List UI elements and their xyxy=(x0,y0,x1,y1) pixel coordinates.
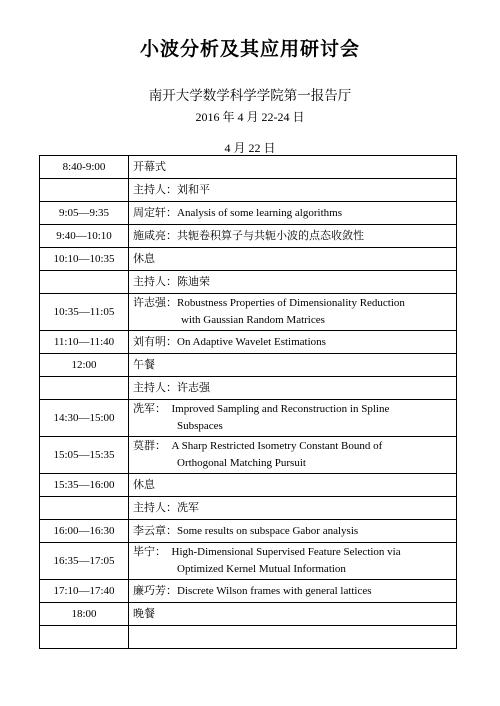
event-cell xyxy=(129,603,457,626)
table-row xyxy=(40,437,457,474)
time-cell xyxy=(40,271,129,294)
time-cell: 17:10—17:40 xyxy=(40,580,129,603)
event-cell xyxy=(129,377,457,400)
schedule-table xyxy=(39,155,457,649)
time-cell: 12:00 xyxy=(40,354,129,377)
table-row xyxy=(40,520,457,543)
time-cell xyxy=(40,626,129,649)
event-text-continued: Optimized Kernel Mutual Information xyxy=(177,563,346,575)
table-row xyxy=(40,248,457,271)
event-cell xyxy=(129,474,457,497)
table-row xyxy=(40,626,457,649)
event-text: 毕宁： High-Dimensional Supervised Feature Selection via xyxy=(133,546,401,558)
table-row xyxy=(40,543,457,580)
event-cell xyxy=(129,202,457,225)
event-text-continued: Orthogonal Matching Pursuit xyxy=(177,457,306,469)
time-cell: 9:05—9:35 xyxy=(40,202,129,225)
table-row xyxy=(40,580,457,603)
event-text: 周定轩：Analysis of some learning algorithms xyxy=(133,206,342,219)
time-cell: 16:00—16:30 xyxy=(40,520,129,543)
day-heading: 4 月 22 日 xyxy=(224,141,276,155)
event-cell xyxy=(129,543,457,580)
table-row xyxy=(40,354,457,377)
table-row xyxy=(40,377,457,400)
event-cell xyxy=(129,497,457,520)
table-row xyxy=(40,331,457,354)
table-row xyxy=(40,202,457,225)
time-cell xyxy=(40,497,129,520)
time-cell: 15:35—16:00 xyxy=(40,474,129,497)
event-text: 午餐 xyxy=(133,358,155,371)
time-cell: 8:40-9:00 xyxy=(40,156,129,179)
time-cell: 18:00 xyxy=(40,603,129,626)
event-text: 廉巧芳：Discrete Wilson frames with general lattices xyxy=(133,584,372,597)
event-cell xyxy=(129,400,457,437)
time-cell xyxy=(40,179,129,202)
conference-dates: 2016 年 4 月 22-24 日 xyxy=(195,110,305,124)
event-text: 李云章：Some results on subspace Gabor analysis xyxy=(133,524,359,537)
event-cell xyxy=(129,626,457,649)
table-row xyxy=(40,225,457,248)
event-text: 主持人：许志强 xyxy=(133,381,210,394)
event-cell xyxy=(129,520,457,543)
time-cell: 11:10—11:40 xyxy=(40,331,129,354)
event-cell xyxy=(129,331,457,354)
table-row xyxy=(40,294,457,331)
event-text: 莫群： A Sharp Restricted Isometry Constant Bound of xyxy=(133,440,383,452)
time-cell xyxy=(40,377,129,400)
table-row xyxy=(40,271,457,294)
event-text: 休息 xyxy=(133,252,155,265)
event-text: 主持人：刘和平 xyxy=(133,183,210,196)
event-cell xyxy=(129,294,457,331)
event-text: 刘有明：On Adaptive Wavelet Estimations xyxy=(133,335,326,348)
table-row xyxy=(40,156,457,179)
event-text: 施咸亮：共轭卷积算子与共轭小波的点态收敛性 xyxy=(133,229,364,242)
time-cell: 9:40—10:10 xyxy=(40,225,129,248)
time-cell: 10:10—10:35 xyxy=(40,248,129,271)
time-cell: 10:35—11:05 xyxy=(40,294,129,331)
table-row xyxy=(40,497,457,520)
event-text-continued: Subspaces xyxy=(177,420,223,432)
event-text-continued: with Gaussian Random Matrices xyxy=(181,314,325,326)
event-text: 主持人：陈迪荣 xyxy=(133,275,210,288)
event-cell xyxy=(129,271,457,294)
event-text: 冼军： Improved Sampling and Reconstruction in Spline xyxy=(133,403,390,415)
event-cell xyxy=(129,354,457,377)
event-text: 开幕式 xyxy=(133,160,166,173)
table-row xyxy=(40,179,457,202)
event-text: 休息 xyxy=(133,478,155,491)
document-title: 小波分析及其应用研讨会 xyxy=(139,38,360,60)
venue: 南开大学数学科学学院第一报告厅 xyxy=(148,88,352,104)
event-text: 许志强：Robustness Properties of Dimensionality Reduction xyxy=(133,297,405,309)
event-text: 主持人：冼军 xyxy=(133,501,199,514)
table-row xyxy=(40,400,457,437)
time-cell: 14:30—15:00 xyxy=(40,400,129,437)
table-row xyxy=(40,474,457,497)
event-cell xyxy=(129,580,457,603)
event-cell xyxy=(129,225,457,248)
table-row xyxy=(40,603,457,626)
event-cell xyxy=(129,156,457,179)
event-cell xyxy=(129,248,457,271)
event-text: 晚餐 xyxy=(133,607,155,620)
event-cell xyxy=(129,179,457,202)
event-cell xyxy=(129,437,457,474)
time-cell: 15:05—15:35 xyxy=(40,437,129,474)
time-cell: 16:35—17:05 xyxy=(40,543,129,580)
